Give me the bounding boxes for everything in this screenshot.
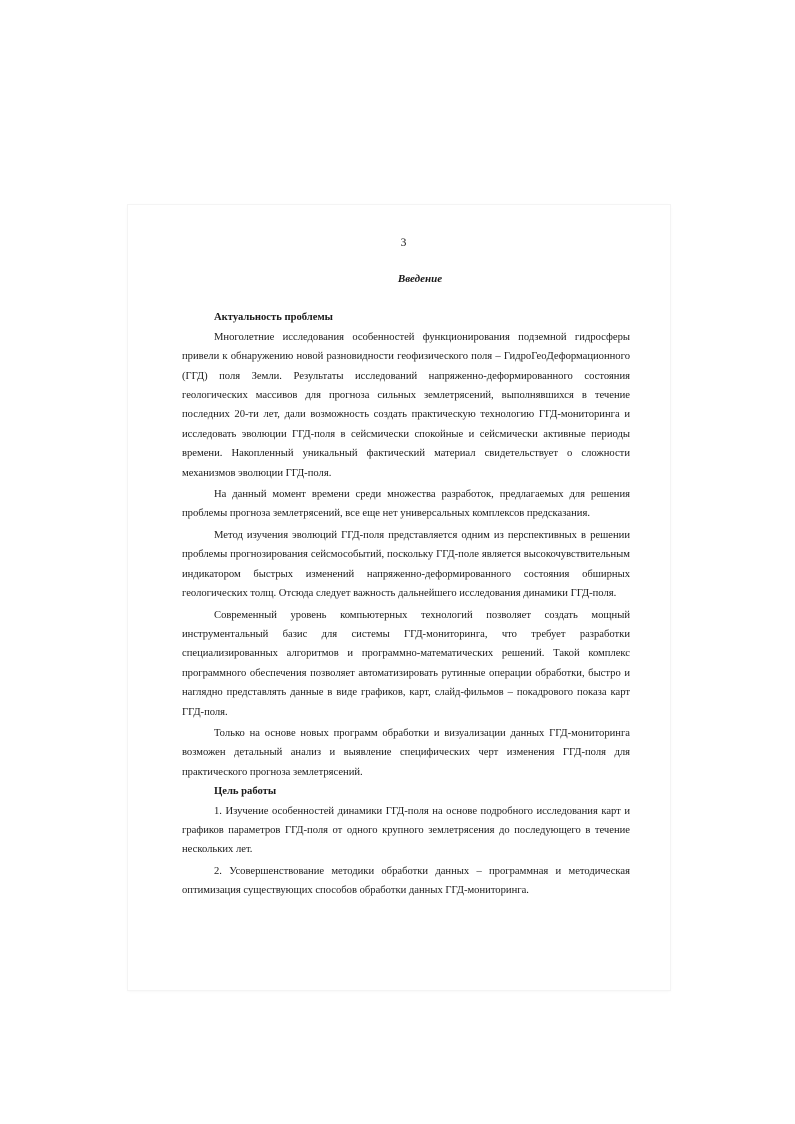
page-title: Введение bbox=[397, 273, 443, 285]
page-number: 3 bbox=[400, 237, 407, 249]
document-body bbox=[182, 270, 630, 901]
list-item: 1. Изучение особенностей динамики ГГД-поля на основе подробного исследования карт и графиков параметров ГГД-поля от одного крупного землетрясения до последующего в течение нескольких лет. bbox=[182, 805, 630, 856]
paragraph: Метод изучения эволюций ГГД-поля представляется одним из перспективных в решении проблемы прогнозирования сейсмособытий, поскольку ГГД-поле является высокочувствительным индикатором быстрых изменений напряженно-деформированного состояния обширных геологических толщ. Отсюда следует важность дальнейшего исследования динамики ГГД-поля. bbox=[182, 529, 630, 600]
paragraph: На данный момент времени среди множества разработок, предлагаемых для решения проблемы прогноза землетрясений, все еще нет универсальных комплексов предсказания. bbox=[182, 489, 630, 520]
paragraph: Только на основе новых программ обработки и визуализации данных ГГД-мониторинга возможен детальный анализ и выявление специфических черт изменения ГГД-поля для практического прогноза землетрясений. bbox=[182, 727, 630, 778]
list-item: 2. Усовершенствование методики обработки данных – программная и методическая оптимизация существующих способов обработки данных ГГД-мониторинга. bbox=[182, 865, 630, 897]
section-heading-goal: Цель работы bbox=[214, 786, 277, 798]
paragraph: Многолетние исследования особенностей функционирования подземной гидросферы привели к обнаружению новой разновидности геофизического поля – ГидроГеоДеформационного (ГГД) поля Земли. Результаты исследований напряженно-деформированного состояния геологических массивов для прогноза сильных землетрясений, выполнявшихся в течение последних 20-ти лет, дали возможность создать практическую технологию ГГД-мониторинга и исследовать эволюции ГГД-поля в сейсмически спокойные и сейсмически активные периоды времени. Накопленный уникальный фактический материал свидетельствует о сложности механизмов эволюции ГГД-поля. bbox=[182, 331, 630, 479]
section-heading-relevance: Актуальность проблемы bbox=[214, 312, 333, 324]
paragraph: Современный уровень компьютерных технологий позволяет создать мощный инструментальный базис для системы ГГД-мониторинга, что требует разработки специализированных алгоритмов и программно-математических решений. Такой комплекс программного обеспечения позволяет автоматизировать рутинные операции обработки, быстро и наглядно представлять данные в виде графиков, карт, слайд-фильмов – покадрового показа карт ГГД-поля. bbox=[182, 609, 630, 718]
